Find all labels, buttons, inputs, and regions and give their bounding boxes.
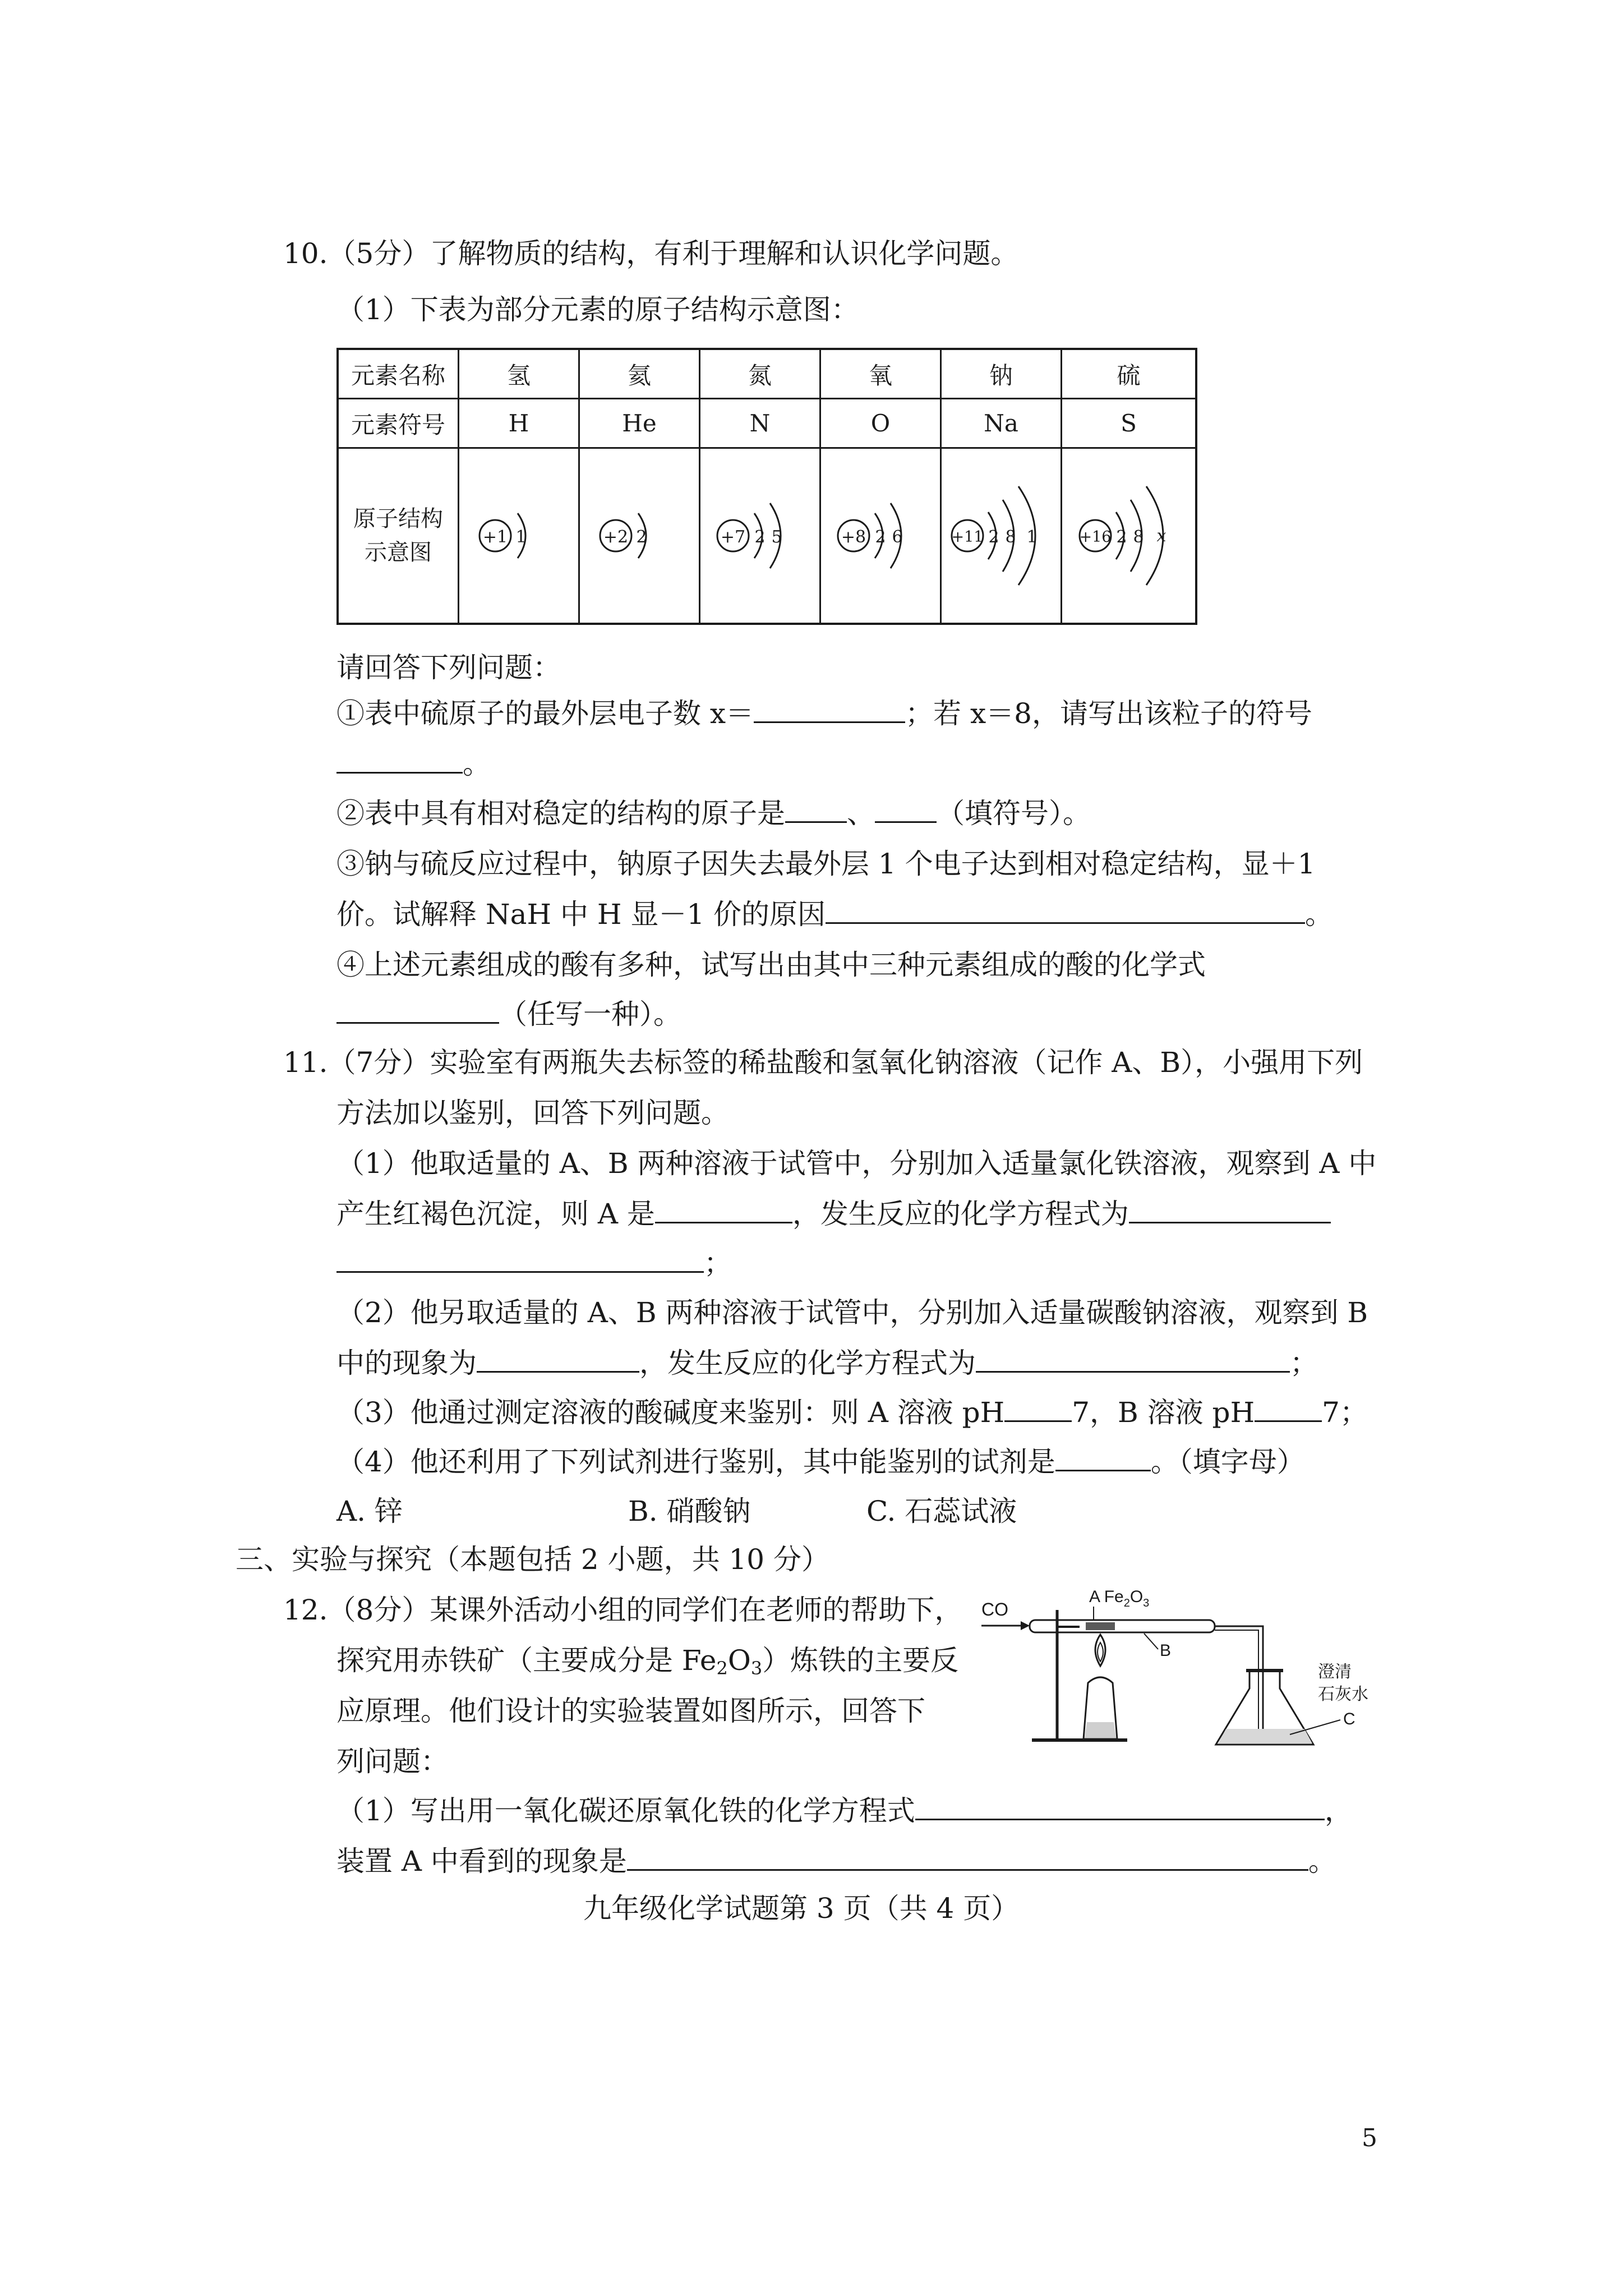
q12-line2-sub2: 3 [750,1658,763,1679]
q10-item4-line2 [336,996,681,1032]
shell-electrons-1: 2 [875,527,886,547]
q12-p1-text: （1）写出用一氧化碳还原氧化铁的化学方程式 [336,1795,915,1827]
q10-item1-end: 。 [463,748,491,780]
shell-electrons-1: 2 [988,527,999,547]
q11-p4 [336,1444,1305,1480]
q12-line2 [336,1642,958,1686]
q11-line1: 11.（7分）实验室有两瓶失去标签的稀盐酸和氢氧化钠溶液（记作 A、B），小强用下列 [283,1046,1363,1079]
atom-diagram-n [700,449,821,623]
section-heading: 三、实验与探究（本题包括 2 小题，共 10 分） [236,1543,830,1576]
q11-option-b: B. 硝酸钠 [628,1495,751,1527]
answer-blank-fecl3-equation-b[interactable] [336,1245,704,1273]
cell-symbol-4: Na [942,399,1062,447]
answer-blank-stable-2[interactable] [875,795,937,823]
q10-item2 [336,795,1091,831]
c-pointer [1290,1720,1340,1734]
limewater-label-1: 澄清 [1318,1663,1352,1681]
fe2o3-sample [1086,1622,1115,1630]
co-inlet-arrowhead [1021,1621,1030,1630]
cell-name-5: 硫 [1117,361,1141,389]
shell-electrons-1: 1 [515,527,527,547]
shell-electrons-2: 8 [1132,527,1144,547]
nucleus-charge: +7 [720,527,746,547]
q11-line2: 方法加以鉴别，回答下列问题。 [336,1097,729,1129]
shell-electrons-3: 1 [1026,527,1038,547]
q10-prompt: 请回答下列问题： [336,651,561,684]
q10-item1-line1 [336,696,1312,731]
b-label: B [1160,1641,1172,1660]
cell-name-3: 氧 [821,350,942,398]
atom-diagram-s [1062,449,1195,623]
q10-item4-text: （任写一种）。 [499,998,681,1030]
q10-title: 10.（5分）了解物质的结构，有利于理解和认识化学问题。 [283,237,1019,270]
nucleus-charge: +11 [951,528,984,546]
row-head-diagram [339,449,459,623]
q10-item1-text-b: ；若 x＝8，请写出该粒子的符号 [905,697,1312,730]
cell-symbol-5: S [1121,409,1137,437]
q12-p1-line2 [336,1843,1336,1879]
a-label: A $Fe_2O_3$ [1089,1588,1150,1609]
alcohol-lamp-liquid [1085,1722,1116,1738]
q12-line2-text-b: ）炼铁的主要反 [762,1644,959,1677]
limewater-level [1218,1729,1312,1743]
answer-blank-nah-reason[interactable] [826,896,1305,924]
cell-symbol-3: O [821,399,942,447]
q11-p1-text-b: ，发生反应的化学方程式为 [792,1198,1129,1230]
shell-electrons-1: 2 [1115,527,1127,547]
cell-name-0: 氢 [459,350,580,398]
shell-electrons-2: 8 [1005,527,1016,547]
row-head-symbol: 元素符号 [339,399,459,447]
q11-p2-line2 [336,1345,1318,1381]
q11-p2-text-b: ，发生反应的化学方程式为 [639,1347,976,1379]
answer-blank-ph-b[interactable] [1255,1395,1322,1422]
q12-line2-text-a: 探究用赤铁矿（主要成分是 Fe [336,1644,717,1677]
answer-blank-reduction-equation[interactable] [915,1793,1325,1820]
q10-item1-line2 [336,746,491,782]
q11-p1-line3 [336,1245,732,1281]
shell-electrons-1: 2 [754,527,766,547]
q11-p1-end: ； [704,1247,732,1280]
q10-item2-text-a: ②表中具有相对稳定的结构的原子是 [336,797,785,830]
cell-name-2: 氮 [700,350,821,398]
table-row-names [339,350,1195,399]
row-head-diagram-line2: 示意图 [365,540,432,565]
delivery-tube [1215,1626,1263,1733]
nucleus-charge: +2 [603,527,629,547]
answer-blank-a-identity[interactable] [655,1196,792,1223]
row-head-diagram-line1: 原子结构 [353,506,443,532]
answer-blank-stable-1[interactable] [785,795,847,823]
delivery-tube-inner [1215,1630,1258,1733]
q11-p1-text-a: 产生红褐色沉淀，则 A 是 [336,1198,655,1230]
shell-electrons-2: 5 [771,527,782,547]
answer-blank-fecl3-equation-a[interactable] [1129,1196,1331,1223]
q11-p4-text-a: （4）他还利用了下列试剂进行鉴别，其中能鉴别的试剂是 [336,1446,1055,1478]
q11-p3-text-a: （3）他通过测定溶液的酸碱度来鉴别：则 A 溶液 pH [336,1396,1005,1429]
q12-p1-line2-text: 装置 A 中看到的现象是 [336,1845,627,1878]
q11-p3 [336,1395,1368,1430]
cell-name-4: 钠 [942,350,1062,398]
q10-item2-sep: 、 [847,797,875,830]
q11-p4-text-b: 。（填字母） [1150,1446,1305,1478]
table-row-diagrams [339,449,1195,623]
q12-line2-mid: O [727,1644,751,1677]
atom-diagram-h [459,449,580,623]
answer-blank-acid-formula[interactable] [336,996,499,1024]
q10-item3-end: 。 [1305,898,1334,931]
q11-p3-text-b: 7，B 溶液 pH [1072,1396,1255,1429]
q11-p1-line2 [336,1196,1331,1232]
burner-flame-inner [1098,1642,1103,1662]
shell-electrons-1: 2 [636,527,647,547]
q12-line4: 列问题： [336,1745,449,1778]
answer-blank-b-phenomenon[interactable] [477,1345,639,1373]
atom-diagram-o [821,449,942,623]
q11-option-a: A. 锌 [336,1495,403,1527]
q12-line1: 12.（8分）某课外活动小组的同学们在老师的帮助下， [283,1594,963,1626]
answer-blank-na2co3-equation[interactable] [976,1345,1290,1373]
co-label: CO [981,1599,1008,1619]
shell-electrons-3: x [1156,526,1166,546]
q10-item1-text-a: ①表中硫原子的最外层电子数 x＝ [336,697,754,730]
q10-item3-line2 [336,896,1333,932]
limewater-label-2: 石灰水 [1318,1685,1368,1704]
atom-diagram-he [580,449,700,623]
row-head-name: 元素名称 [339,350,459,398]
q12-p1-line1 [336,1793,1353,1829]
apparatus-diagram [976,1588,1380,1756]
q11-option-c: C. 石蕊试液 [866,1495,1017,1527]
answer-blank-ph-a[interactable] [1004,1395,1072,1422]
element-table [336,348,1197,625]
table-row-symbols [339,399,1195,449]
q11-p2-line1: （2）他另取适量的 A、B 两种溶液于试管中，分别加入适量碳酸钠溶液，观察到 B [336,1296,1368,1329]
cell-name-1: 氦 [580,350,700,398]
q10-item3-text: 价。试解释 NaH 中 H 显－1 价的原因 [336,898,826,931]
answer-blank-ion-symbol[interactable] [336,746,463,774]
q12-p1-end: ， [1324,1795,1353,1827]
q10-item3-line1: ③钠与硫反应过程中，钠原子因失去最外层 1 个电子达到相对稳定结构，显＋1 [336,848,1316,880]
nucleus-charge: +8 [841,527,866,547]
nucleus-charge: +1 [482,527,508,547]
q10-item2-text-b: （填符号）。 [937,797,1091,830]
shell-electrons-2: 6 [892,527,903,547]
page-number: 5 [1362,2124,1377,2152]
atom-diagram-na [942,449,1062,623]
q12-line2-sub1: 2 [716,1658,728,1679]
cell-symbol-1: He [580,399,700,447]
q12-p1-line2-end: 。 [1308,1845,1336,1878]
q12-line3: 应原理。他们设计的实验装置如图所示，回答下 [336,1695,925,1727]
q10-item4-line1: ④上述元素组成的酸有多种，试写出由其中三种元素组成的酸的化学式 [336,949,1206,981]
answer-blank-reagent[interactable] [1055,1444,1151,1471]
page-footer: 九年级化学试题第 3 页（共 4 页） [583,1892,1020,1925]
c-label: C [1343,1710,1355,1728]
q10-sub1: （1）下表为部分元素的原子结构示意图： [336,293,859,326]
answer-blank-device-a-phenomenon[interactable] [627,1843,1308,1871]
cell-symbol-2: N [700,399,821,447]
q11-p2-text-a: 中的现象为 [336,1347,477,1379]
q11-p3-text-c: 7； [1322,1396,1368,1429]
cell-symbol-0: H [459,399,580,447]
nucleus-charge: +16 [1079,528,1111,546]
q11-p2-end: ； [1290,1347,1318,1379]
b-pointer [1144,1634,1158,1649]
answer-blank-x[interactable] [754,696,905,723]
q11-p1-line1: （1）他取适量的 A、B 两种溶液于试管中，分别加入适量氯化铁溶液，观察到 A 中 [336,1147,1377,1180]
